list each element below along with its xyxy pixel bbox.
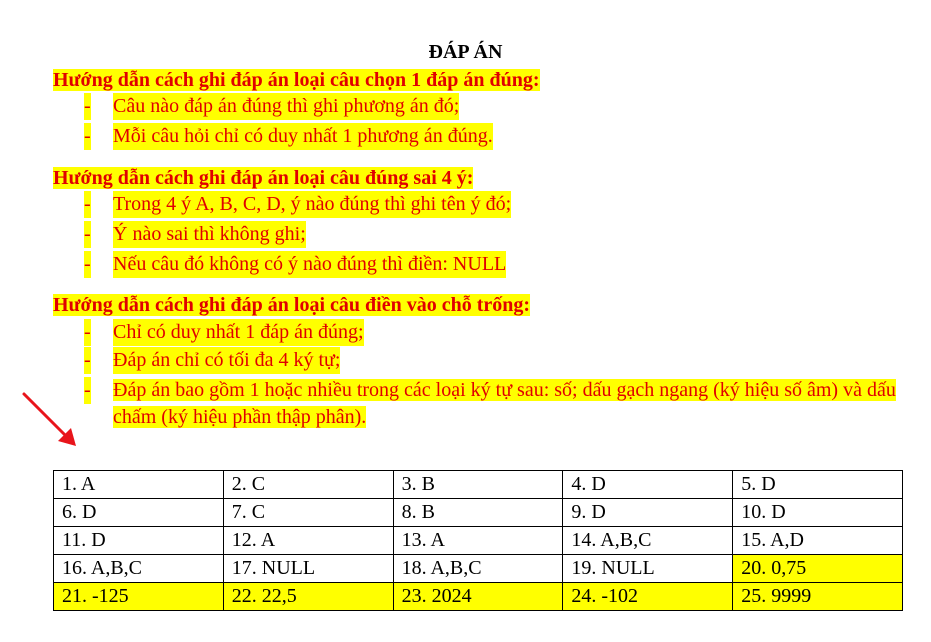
answer-cell: 18. A,B,C [393,555,563,583]
bullet-dash: - [84,123,91,150]
bullet-text: Câu nào đáp án đúng thì ghi phương án đó; [113,93,459,120]
bullet-text: Ý nào sai thì không ghi; [113,221,306,248]
answer-cell: 12. A [223,527,393,555]
section-1-heading [53,67,540,93]
bullet-text: Mỗi câu hỏi chỉ có duy nhất 1 phương án đúng. [113,123,493,150]
table-row [54,583,903,611]
bullet-text-wrap [113,377,903,431]
red-arrow-icon [20,390,80,450]
arrow-shaft [24,394,70,440]
bullet-text: Đáp án bao gồm 1 hoặc nhiều trong các loại ký tự sau: số; dấu gạch ngang (ký hiệu số âm) và dấu chấm (ký hiệu phần thập phân). [113,379,896,428]
bullet-dash: - [84,221,91,248]
answer-cell: 19. NULL [563,555,733,583]
bullet-dash: - [84,191,91,218]
answer-cell-highlighted: 24. -102 [563,583,733,611]
document-title [0,38,931,66]
bullet-dash: - [84,319,91,346]
answer-cell: 16. A,B,C [54,555,224,583]
section-3-heading [53,292,530,318]
table-row [54,499,903,527]
answer-cell-highlighted: 20. 0,75 [733,555,903,583]
answer-cell-highlighted: 21. -125 [54,583,224,611]
answer-cell: 1. A [54,471,224,499]
bullet-text: Trong 4 ý A, B, C, D, ý nào đúng thì ghi tên ý đó; [113,191,511,218]
bullet-dash: - [84,251,91,278]
section-2-heading [53,165,473,191]
bullet-dash: - [84,93,91,120]
answer-cell-highlighted: 22. 22,5 [223,583,393,611]
table-row [54,471,903,499]
answer-cell-highlighted: 23. 2024 [393,583,563,611]
answer-cell: 14. A,B,C [563,527,733,555]
section-3-heading-text: Hướng dẫn cách ghi đáp án loại câu điền vào chỗ trống: [53,294,531,316]
answer-cell: 3. B [393,471,563,499]
answer-cell: 6. D [54,499,224,527]
answer-cell: 2. C [223,471,393,499]
answer-cell: 7. C [223,499,393,527]
answer-cell: 17. NULL [223,555,393,583]
answer-cell: 11. D [54,527,224,555]
answer-table [53,470,903,611]
answer-cell: 8. B [393,499,563,527]
answer-cell: 9. D [563,499,733,527]
section-2-heading-text: Hướng dẫn cách ghi đáp án loại câu đúng sai 4 ý: [53,167,474,189]
bullet-text: Đáp án chỉ có tối đa 4 ký tự; [113,347,340,374]
title-text: ĐÁP ÁN [428,41,503,63]
answer-cell: 10. D [733,499,903,527]
bullet-dash: - [84,377,91,404]
bullet-text: Chỉ có duy nhất 1 đáp án đúng; [113,319,364,346]
answer-cell: 15. A,D [733,527,903,555]
table-row [54,527,903,555]
answer-cell: 5. D [733,471,903,499]
answer-cell: 13. A [393,527,563,555]
bullet-dash: - [84,347,91,374]
answer-cell-highlighted: 25. 9999 [733,583,903,611]
section-1-heading-text: Hướng dẫn cách ghi đáp án loại câu chọn 1 đáp án đúng: [53,69,540,91]
table-row [54,555,903,583]
bullet-text: Nếu câu đó không có ý nào đúng thì điền: NULL [113,251,506,278]
answer-cell: 4. D [563,471,733,499]
